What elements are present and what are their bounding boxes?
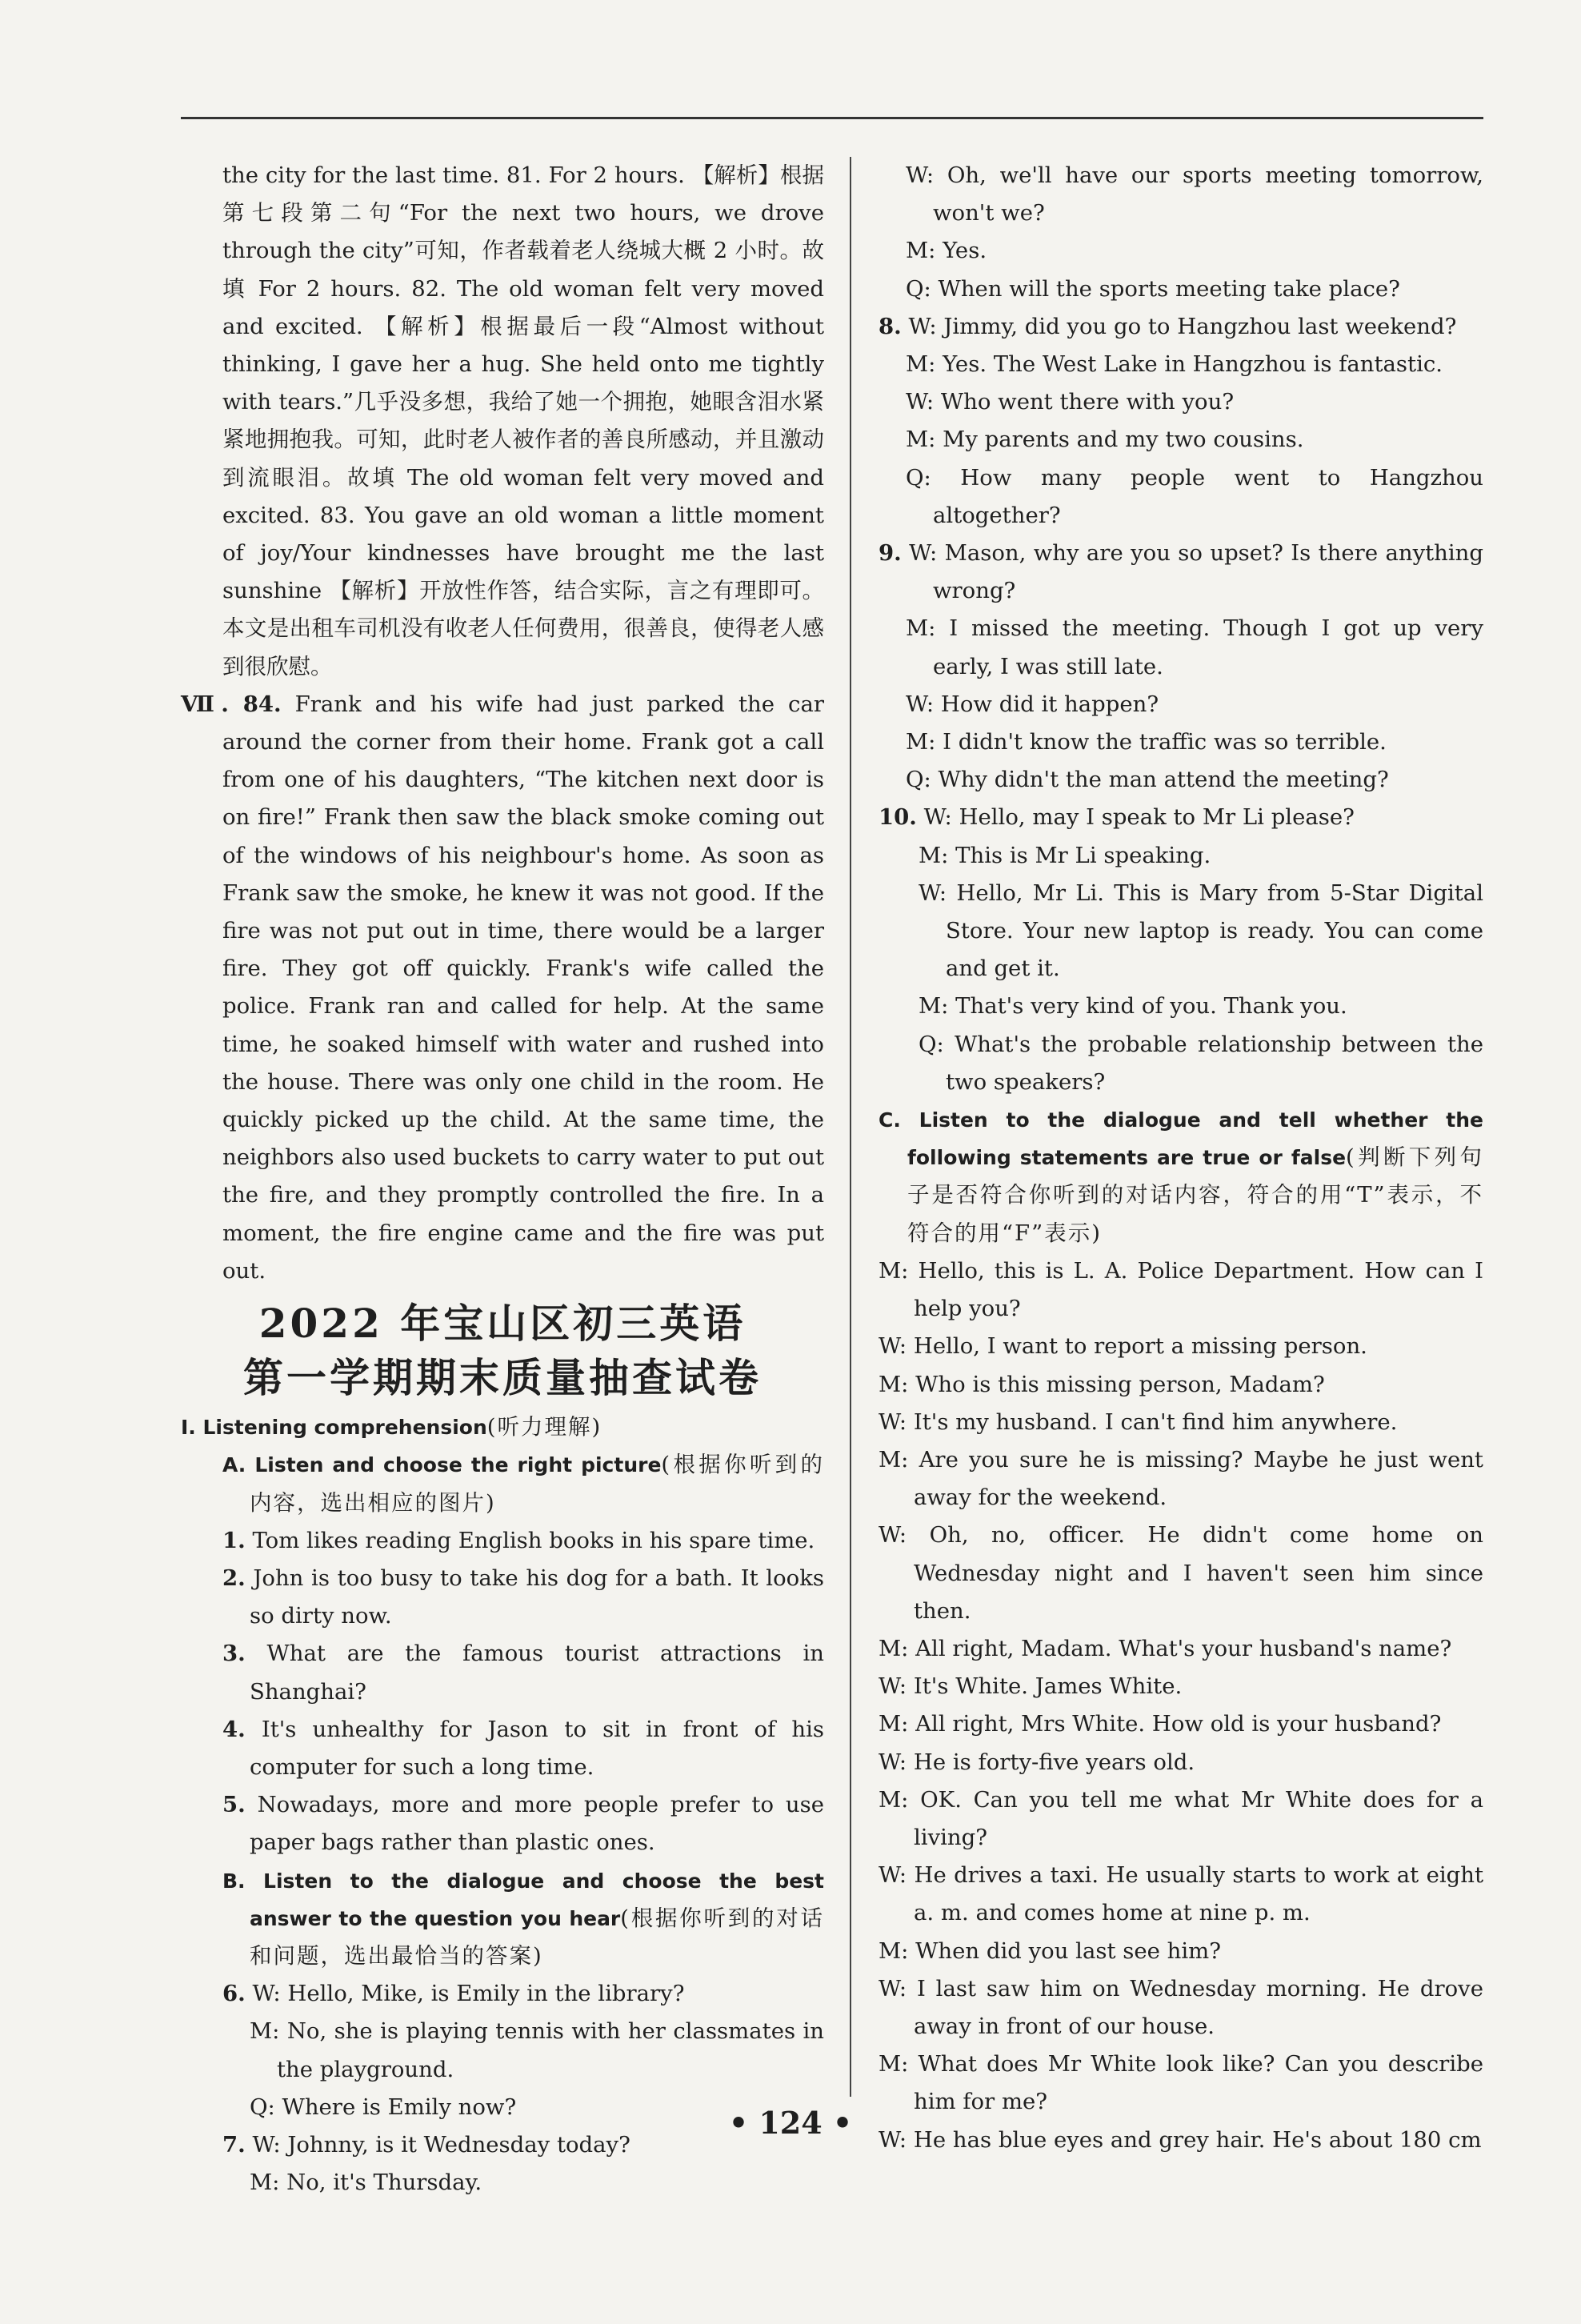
dialogue-line: W: He is forty-five years old. (879, 1749, 1195, 1775)
question-8 (879, 308, 1483, 346)
question-text: John is too busy to take his dog for a bath. It looks so dirty now. (250, 1565, 824, 1629)
dialogue-line: W: Mason, why are you so upset? Is there anything wrong? (909, 540, 1483, 604)
dialogue-line: M: What does Mr White look like? Can you describe him for me? (879, 2051, 1483, 2115)
question-number: 7. (222, 2131, 246, 2158)
section-i-label: Ⅰ. Listening comprehension (181, 1416, 487, 1440)
dialogue-line: M: Yes. (906, 238, 987, 264)
part-c-cn: (判断下列句子是否符合你听到的对话内容，符合的用“T”表示，不符合的用“F”表示) (907, 1144, 1483, 1246)
dialogue-line: M: OK. Can you tell me what Mr White does for a living? (879, 1786, 1483, 1850)
right-column (879, 157, 1483, 2159)
question-number: 10. (879, 804, 917, 831)
exam-title-line1: 2022 年宝山区初三英语 (258, 1300, 746, 1348)
dialogue-line: M: No, it's Thursday. (250, 2170, 482, 2196)
dialogue-line: W: Jimmy, did you go to Hangzhou last weekend? (908, 313, 1457, 339)
question-1 (181, 1522, 824, 1560)
dialogue-line: M: I missed the meeting. Though I got up very early, I was still late. (906, 615, 1483, 679)
question-number: 9. (879, 540, 902, 567)
dialogue-line: W: He has blue eyes and grey hair. He's about 180 cm (879, 2126, 1482, 2153)
question-5 (181, 1786, 824, 1861)
question-number: 4. (222, 1716, 246, 1742)
dialogue-line: W: Oh, no, officer. He didn't come home on Wednesday night and I haven't seen him since then. (879, 1522, 1483, 1624)
section-vii-answer (181, 686, 824, 1290)
dialogue-line: W: Hello, may I speak to Mr Li please? (923, 804, 1355, 831)
dialogue-line: Q: How many people went to Hangzhou altogether? (906, 464, 1483, 528)
exam-title-line2: 第一学期期末质量抽查试卷 (243, 1354, 762, 1402)
dialogue-line: W: Hello, Mike, is Emily in the library? (252, 1981, 685, 2007)
dialogue-line: M: Who is this missing person, Madam? (879, 1371, 1325, 1397)
question-4 (181, 1711, 824, 1786)
part-c-label: C. Listen to the dialogue and tell whether the following statements are true or false (879, 1108, 1483, 1170)
dialogue-line: W: Who went there with you? (906, 389, 1235, 415)
question-text: It's unhealthy for Jason to sit in front of his computer for such a long time. (250, 1716, 824, 1780)
part-a-cn: (根据你听到的内容，选出相应的图片) (250, 1452, 824, 1516)
dialogue-line: Q: When will the sports meeting take place? (906, 275, 1400, 302)
question-9 (879, 535, 1483, 610)
part-b-cn: (根据你听到的对话和问题，选出最恰当的答案) (250, 1905, 824, 1969)
section-vii-text: Frank and his wife had just parked the car around the corner from their home. Frank got a call from one of his daughters, “The kitchen next door is on fire!” Frank then saw the black smoke coming out of the windows of his neighbour's home. As soon as Frank saw the smoke, he knew it was not good. If the fire was not put out in time, there would be a larger fire. They got off quickly. Frank's wife called the police. Frank ran and called for help. At the same time, he soaked himself with water and rushed into the house. There was only one child in the room. He quickly picked up the child. At the same time, the neighbors also used buckets to carry water to put out the fire, and they promptly controlled the fire. In a moment, the fire engine came and the fire was put out. (222, 691, 824, 1284)
dialogue-line: W: How did it happen? (906, 691, 1159, 717)
column-divider (850, 157, 851, 2097)
part-a-heading (181, 1446, 824, 1521)
question-number: 2. (222, 1565, 246, 1591)
dialogue-line: W: It's my husband. I can't find him anywhere. (879, 1408, 1398, 1435)
police-dialogue (879, 1252, 1483, 2159)
question-number: 8. (879, 313, 902, 339)
question-number: 3. (222, 1641, 246, 1667)
question-number: 6. (222, 1981, 246, 2007)
dialogue-line: M: Yes. The West Lake in Hangzhou is fantastic. (906, 351, 1443, 378)
section-vii-label: Ⅶ. 84. (181, 691, 282, 717)
question-6 (181, 1975, 824, 2013)
left-column (181, 157, 824, 2202)
dialogue-line: M: My parents and my two cousins. (906, 427, 1304, 453)
section-i-cn: (听力理解) (486, 1414, 602, 1440)
question-3 (181, 1635, 824, 1710)
previous-answers: the city for the last time. 81. For 2 hours. 【解析】根据第七段第二句“For the next two hours, we drove through the city”可知，作者载着老人绕城大概 2 小时。故填 For 2 hours. 82. The old woman felt very moved and excited. 【解析】根据最后一段“Almost without thinking, I gave her a hug. She held onto me tightly with tears.”几乎没多想，我给了她一个拥抱，她眼含泪水紧紧地拥抱我。可知，此时老人被作者的善良所感动，并且激动到流眼泪。故填 The old woman felt very moved and excited. 83. You gave an old woman a little moment of joy/Your kindnesses have brought me the last sunshine 【解析】开放性作答，结合实际，言之有理即可。本文是出租车司机没有收老人任何费用，很善良，使得老人感到很欣慰。 (222, 162, 824, 679)
dialogue-line: Q: Where is Emily now? (250, 2094, 517, 2120)
part-b-label: B. Listen to the dialogue and choose the best answer to the question you hear (222, 1869, 824, 1930)
dialogue-line: M: Are you sure he is missing? Maybe he just went away for the weekend. (879, 1446, 1483, 1511)
dialogue-line: W: Hello, I want to report a missing person. (879, 1333, 1367, 1360)
part-c-heading (879, 1101, 1483, 1252)
dialogue-line: M: This is Mr Li speaking. (919, 842, 1211, 868)
dialogue-line: W: Johnny, is it Wednesday today? (252, 2131, 630, 2158)
header-rule (181, 117, 1483, 119)
dialogue-line: M: Hello, this is L. A. Police Department. How can I help you? (879, 1257, 1483, 1322)
question-text: Tom likes reading English books in his spare time. (252, 1527, 815, 1553)
dialogue-line: M: No, she is playing tennis with her classmates in the playground. (250, 2018, 824, 2082)
dialogue-line: M: All right, Madam. What's your husband's name? (879, 1635, 1452, 1661)
dialogue-line: W: Oh, we'll have our sports meeting tomorrow, won't we? (906, 162, 1483, 226)
page-number: • 124 • (728, 2105, 853, 2141)
question-text: Nowadays, more and more people prefer to use paper bags rather than plastic ones. (250, 1792, 824, 1856)
question-2 (181, 1560, 824, 1635)
part-b-heading (181, 1862, 824, 1976)
dialogue-line: Q: Why didn't the man attend the meeting? (906, 767, 1389, 793)
dialogue-line: M: When did you last see him? (879, 1937, 1221, 1964)
question-number: 5. (222, 1792, 246, 1818)
dialogue-line: M: That's very kind of you. Thank you. (919, 993, 1347, 1020)
dialogue-line: M: I didn't know the traffic was so terrible. (906, 729, 1387, 755)
question-number: 1. (222, 1527, 246, 1553)
question-text: What are the famous tourist attractions in Shanghai? (250, 1641, 824, 1705)
dialogue-line: W: It's White. James White. (879, 1673, 1183, 1700)
dialogue-line: W: Hello, Mr Li. This is Mary from 5-Star Digital Store. Your new laptop is ready. You can come and get it. (919, 880, 1483, 982)
question-10 (879, 799, 1483, 836)
section-i-heading (181, 1408, 824, 1446)
dialogue-line: W: He drives a taxi. He usually starts to work at eight a. m. and comes home at nine p. m. (879, 1862, 1483, 1926)
dialogue-line: M: All right, Mrs White. How old is your husband? (879, 1711, 1442, 1737)
dialogue-line: Q: What's the probable relationship between the two speakers? (919, 1031, 1483, 1095)
part-a-label: A. Listen and choose the right picture (222, 1453, 662, 1477)
dialogue-line: W: I last saw him on Wednesday morning. He drove away in front of our house. (879, 1975, 1483, 2039)
